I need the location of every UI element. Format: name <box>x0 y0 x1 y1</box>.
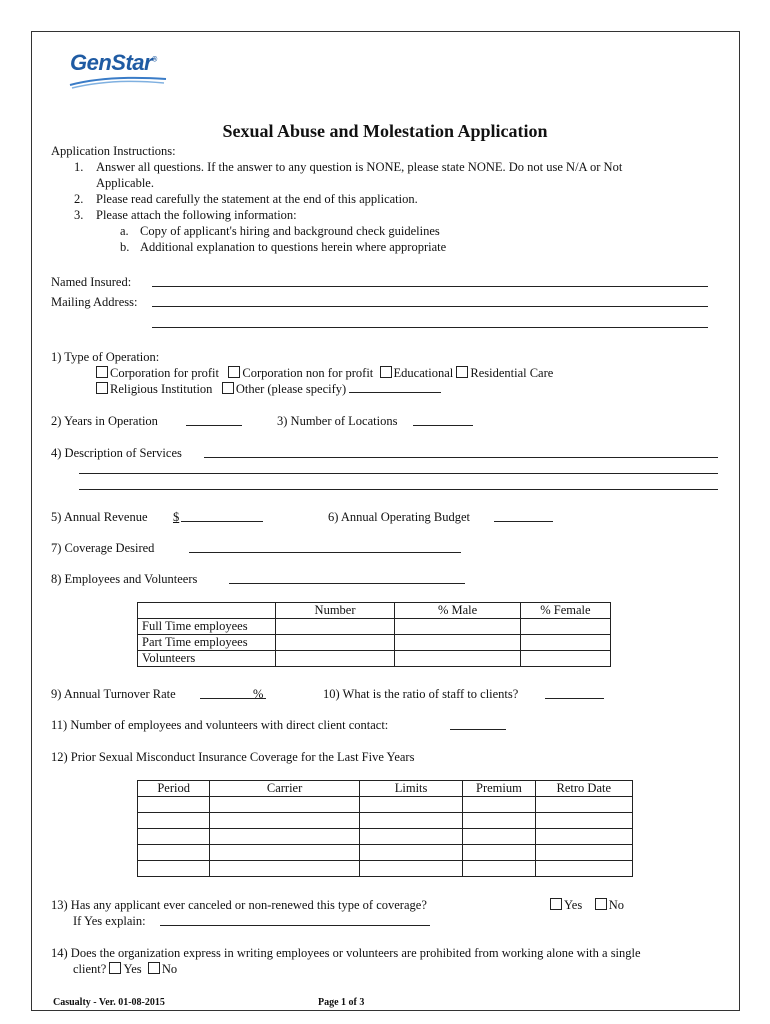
row-label-part-time: Part Time employees <box>138 635 276 651</box>
annual-revenue-field[interactable] <box>181 511 263 522</box>
column-header-number: Number <box>275 603 395 619</box>
q10-label: 10) What is the ratio of staff to clients? <box>323 687 519 701</box>
q14-yes-label: Yes <box>123 962 142 976</box>
table-cell[interactable] <box>359 861 462 877</box>
q5-currency: $ <box>173 510 180 524</box>
q6-label: 6) Annual Operating Budget <box>328 510 470 524</box>
table-cell[interactable] <box>138 861 210 877</box>
table-row <box>138 635 611 651</box>
q8-label: 8) Employees and Volunteers <box>51 572 198 586</box>
q14-line2 <box>73 962 177 977</box>
coverage-desired-field[interactable] <box>189 542 461 553</box>
table-cell[interactable] <box>275 651 395 667</box>
instruction-3b-num: b. <box>120 240 130 254</box>
instruction-3b-text: Additional explanation to questions herein where appropriate <box>140 240 447 254</box>
table-cell[interactable] <box>138 813 210 829</box>
table-row <box>138 813 633 829</box>
option-for-profit: Corporation for profit <box>110 366 220 380</box>
q1-label: 1) Type of Operation: <box>51 350 160 364</box>
q13-no-label: No <box>608 898 624 912</box>
row-label-full-time: Full Time employees <box>138 619 276 635</box>
description-field-3[interactable] <box>79 479 718 490</box>
page-title: Sexual Abuse and Molestation Application <box>222 121 548 141</box>
q14-no-label: No <box>161 962 178 976</box>
checkbox-q14-no[interactable] <box>148 962 160 974</box>
q7-label: 7) Coverage Desired <box>51 541 155 555</box>
q13-explain-label: If Yes explain: <box>73 914 146 928</box>
q3-label: 3) Number of Locations <box>277 414 398 428</box>
table-row <box>138 619 611 635</box>
table-cell[interactable] <box>210 797 360 813</box>
q2-label: 2) Years in Operation <box>51 414 158 428</box>
number-of-locations-field[interactable] <box>413 415 473 426</box>
table-row <box>138 603 611 619</box>
table-cell[interactable] <box>520 619 610 635</box>
q12-label: 12) Prior Sexual Misconduct Insurance Coverage for the Last Five Years <box>51 750 415 764</box>
logo-text: GenStar <box>70 50 153 75</box>
table-row <box>138 829 633 845</box>
table-row <box>138 651 611 667</box>
row-label-volunteers: Volunteers <box>138 651 276 667</box>
checkbox-q13-yes[interactable] <box>550 898 562 910</box>
operating-budget-field[interactable] <box>494 511 553 522</box>
table-cell[interactable] <box>275 619 395 635</box>
instruction-3a-text: Copy of applicant's hiring and background check guidelines <box>140 224 440 238</box>
table-cell[interactable] <box>138 829 210 845</box>
option-non-profit: Corporation non for profit <box>242 366 374 380</box>
table-cell[interactable] <box>535 797 632 813</box>
q14-line1: 14) Does the organization express in writing employees or volunteers are prohibited from working alone with a single <box>51 946 641 960</box>
q4-label: 4) Description of Services <box>51 446 182 460</box>
instruction-3-num: 3. <box>74 208 84 222</box>
instruction-3-text: Please attach the following information: <box>96 208 297 222</box>
checkbox-q14-yes[interactable] <box>109 962 121 974</box>
mailing-address-field-1[interactable] <box>152 296 708 307</box>
named-insured-label: Named Insured: <box>51 275 132 289</box>
table-cell[interactable] <box>138 845 210 861</box>
footer-version: Casualty - Ver. 01-08-2015 <box>53 997 165 1008</box>
q14-client-text: client? <box>73 962 107 976</box>
checkbox-religious[interactable] <box>96 382 108 394</box>
q13-yes-label: Yes <box>564 898 583 912</box>
years-in-operation-field[interactable] <box>186 415 242 426</box>
table-cell[interactable] <box>210 829 360 845</box>
table-cell[interactable] <box>535 861 632 877</box>
column-header-female: % Female <box>520 603 610 619</box>
table-cell[interactable] <box>359 797 462 813</box>
q13-options <box>550 898 624 913</box>
instruction-1-text: Answer all questions. If the answer to any question is NONE, please state NONE. Do not use N/A or Not <box>96 160 623 174</box>
option-educational: Educational <box>393 366 454 380</box>
table-cell[interactable] <box>463 797 535 813</box>
q1-options-row1 <box>96 366 553 381</box>
other-specify-field[interactable] <box>349 382 441 393</box>
logo-mark: ® <box>152 56 157 64</box>
table-cell[interactable] <box>463 845 535 861</box>
instruction-1-cont: Applicable. <box>96 176 154 190</box>
q13-label: 13) Has any applicant ever canceled or non-renewed this type of coverage? <box>51 898 427 912</box>
q9-unit: % <box>253 687 264 701</box>
table-cell[interactable] <box>535 813 632 829</box>
table-cell[interactable] <box>210 845 360 861</box>
option-residential-care: Residential Care <box>470 366 554 380</box>
employees-volunteers-field[interactable] <box>229 573 465 584</box>
option-other: Other (please specify) <box>235 382 347 396</box>
column-header-male: % Male <box>395 603 520 619</box>
column-header-carrier: Carrier <box>210 781 360 797</box>
table-cell[interactable] <box>275 635 395 651</box>
column-header-premium: Premium <box>463 781 535 797</box>
table-cell[interactable] <box>535 829 632 845</box>
instruction-1-num: 1. <box>74 160 84 174</box>
column-header-retro-date: Retro Date <box>535 781 632 797</box>
table-cell[interactable] <box>138 797 210 813</box>
checkbox-for-profit[interactable] <box>96 366 108 378</box>
table-cell[interactable] <box>395 635 520 651</box>
staff-ratio-field[interactable] <box>545 688 604 699</box>
table-row <box>138 861 633 877</box>
table-cell[interactable] <box>463 861 535 877</box>
genstar-logo <box>70 50 157 76</box>
checkbox-other[interactable] <box>222 382 234 394</box>
table-cell[interactable] <box>520 651 610 667</box>
employees-table <box>137 602 611 667</box>
table-cell[interactable] <box>210 813 360 829</box>
table-cell[interactable] <box>359 829 462 845</box>
q9-label: 9) Annual Turnover Rate <box>51 687 176 701</box>
coverage-history-table <box>137 780 633 877</box>
direct-contact-field[interactable] <box>450 719 506 730</box>
table-row <box>138 797 633 813</box>
table-cell[interactable] <box>463 829 535 845</box>
instruction-2-num: 2. <box>74 192 84 206</box>
checkbox-q13-no[interactable] <box>595 898 607 910</box>
table-cell <box>138 603 276 619</box>
table-row <box>138 845 633 861</box>
instructions-heading: Application Instructions: <box>51 144 176 158</box>
table-cell[interactable] <box>463 813 535 829</box>
q5-label: 5) Annual Revenue <box>51 510 148 524</box>
q11-label: 11) Number of employees and volunteers with direct client contact: <box>51 718 389 732</box>
table-cell[interactable] <box>359 813 462 829</box>
option-religious: Religious Institution <box>110 382 213 396</box>
checkbox-non-profit[interactable] <box>228 366 240 378</box>
instruction-2-text: Please read carefully the statement at the end of this application. <box>96 192 418 206</box>
column-header-limits: Limits <box>359 781 462 797</box>
instruction-3a-num: a. <box>120 224 129 238</box>
table-cell[interactable] <box>210 861 360 877</box>
mailing-address-label: Mailing Address: <box>51 295 138 309</box>
checkbox-educational[interactable] <box>380 366 392 378</box>
table-cell[interactable] <box>520 635 610 651</box>
footer-page-number: Page 1 of 3 <box>318 997 365 1008</box>
logo-swoosh-icon <box>68 75 168 89</box>
named-insured-field[interactable] <box>152 276 708 287</box>
table-cell[interactable] <box>359 845 462 861</box>
table-row <box>138 781 633 797</box>
table-cell[interactable] <box>535 845 632 861</box>
column-header-period: Period <box>138 781 210 797</box>
q1-options-row2 <box>96 382 441 397</box>
table-cell[interactable] <box>395 651 520 667</box>
description-field-2[interactable] <box>79 463 718 474</box>
description-field-1[interactable] <box>204 447 718 458</box>
q13-explain-field[interactable] <box>160 915 430 926</box>
checkbox-residential-care[interactable] <box>456 366 468 378</box>
table-cell[interactable] <box>395 619 520 635</box>
mailing-address-field-2[interactable] <box>152 317 708 328</box>
